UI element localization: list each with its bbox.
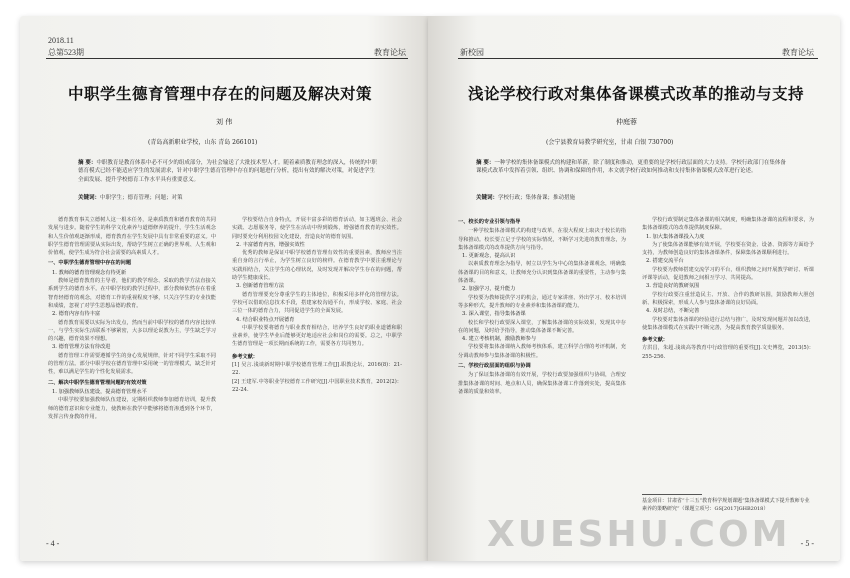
keywords-text: 中职学生；德育管理；问题；对策 [100,195,183,201]
magazine-spread [20,16,840,568]
section-heading: 一、校长的专业引领与指导 [458,219,521,225]
body-paragraph: 学校要为教师搭建交流学习的平台，组织教师之间开展教学研讨、听课评课等活动，促进教师之间相互学习、共同提高。 [642,266,814,282]
header-section: 教育论坛 [374,48,406,57]
subsection-heading: 2. 丰富德育内容，增强实效性 [236,241,305,248]
subsection-heading: 2. 德育内容有待丰富 [52,311,101,318]
subsection-heading: 4. 结合职业特点开展德育 [236,316,295,323]
body-paragraph: 一种学校集体备课模式的构建与改革，在很大程度上取决于校长的指导和推动。校长要立足于学校的实际情况，不断学习先进的教育理念，为集体备课模式的改革提供方向与指导。 [458,228,626,251]
left-page [20,16,428,561]
header-left: 新校园 [460,48,484,57]
abstract [476,159,790,176]
subsection-heading: 3. 德育管理方法有待改进 [52,344,111,351]
abstract [78,159,378,184]
section-heading: 一、中职学生德育管理中存在的问题 [48,260,132,267]
subsection-heading: 1. 加大集体备课投入力度 [646,233,705,240]
body-paragraph: 德育管理工作需要遵循学生的身心发展规律，针对不同学生采取不同的管理方法。部分中职学校在德育管理中采用统一的管理模式，缺乏针对性，难以满足学生的个性化发展需求。 [48,352,216,376]
abstract-text: 中职教育是教育体系中必不可少的组成部分，为社会输送了大批技术型人才。随着素质教育理念的深入，传统的中职德育模式已经不能适应学生的发展需求，针对中职学生德育管理中存在的问题进行分析，提出有效的解决对策，对促进学生全面发展、提升学校德育工作水平具有重要意义。 [78,160,377,183]
footnote-rule [642,494,702,495]
body-paragraph: 以素质教育理念为指导，树立以学生为中心的集体备课观念，明确集体备课的目的和意义，让教师充分认识到集体备课的重要性，主动参与集体备课。 [458,261,626,285]
keywords-label: 关键词： [476,195,499,201]
section-heading: 二、学校行政层面的组织与协调 [458,363,531,370]
article-affiliation: (会宁县教育局教学研究室，甘肃 白银 730700) [546,139,674,146]
article-title: 中职学生德育管理中存在的问题及解决对策 [68,84,373,103]
abstract-label: 摘 要： [476,160,495,166]
reference-item: 方洪昌，朱超.浅谈高等教育中行政管理的重要性[J].文史博览，2013(5)：255-256. [642,345,814,360]
body-paragraph: 优秀的教师是保证中职学校德育管理有效性的重要因素，教师应当注重自身的言行举止，为学生树立良好的榜样。在德育教学中要注重理论与实践相结合，关注学生的心理状况，及时发现并解决学生存在的问题，帮助学生健康成长。 [232,250,402,282]
body-paragraph: 中职学校要将德育与职业教育相结合，培养学生良好的职业道德和职业素养，使学生毕业后能够更好地适应社会和岗位的需要。总之，中职学生德育管理是一项长期而系统的工作，需要各方共同努力。 [232,324,402,348]
body-paragraph: 校长和学校行政要深入课堂，了解集体备课的实际效果，发现其中存在的问题，及时给予指导，推动集体备课不断完善。 [458,319,626,334]
keywords [78,194,378,202]
subsection-heading: 3. 创新德育管理方法 [236,283,285,290]
abstract-label: 摘 要： [78,160,97,166]
header-issue: 总第523期 [48,48,84,57]
body-paragraph: 学校要为教师提供学习的机会，通过专家讲座、外出学习、校本培训等多种形式，提升教师的专业素养和集体备课的能力。 [458,294,626,309]
keywords-label: 关键词： [78,195,101,201]
header-rule [46,58,408,59]
footnote: 基金项目：甘肃省“十三五”教育科学规划课题“集体备课模式下提升教师专业素养的策略研究”（课题立项号：GS[2017]GHB2018） [642,498,810,512]
subsection-heading: 3. 营造良好的教研氛围 [646,283,700,290]
references-heading: 参考文献： [232,353,258,360]
subsection-heading: 4. 及时总结，不断完善 [646,308,700,315]
page-number-left: - 4 - [46,539,60,548]
keywords-text: 学校行政；集体备课；推动措施 [498,195,576,201]
body-paragraph: 教师是德育教育的主导者，他们的教学理念、采取的教学方法直接关系到学生的德育水平。在中职学校的教学过程中，部分教师依然存在着重智育轻德育的观念，对德育工作的重视程度不够，只关注学生的专业技能和成绩，忽视了对学生思想品德的教育。 [48,278,216,309]
subsection-heading: 4. 建立考核机制，激励教师参与 [462,336,537,343]
right-column-2 [642,216,814,488]
right-column-1 [458,216,626,531]
reference-item: [1] 吴言.浅谈新时期中职学校德育管理工作[J].职教论坛，2016(8)：21-22. [232,362,402,377]
body-paragraph: 为了使集体备课能够有效开展，学校要在资金、设备、资源等方面给予支持，为教师创造良好的集体备课条件，保障集体备课顺利进行。 [642,241,814,257]
article-author: 仲庭蓉 [616,118,637,126]
body-paragraph: 德育管理要充分尊重学生的主体地位，积极采用多样化的管理方法。学校可以借助信息技术手段，搭建家校沟通平台，形成学校、家庭、社会三位一体的德育合力，共同促进学生的全面发展。 [232,291,402,315]
header-date: 2018.11 [48,36,74,45]
article-title: 浅论学校行政对集体备课模式改革的推动与支持 [468,84,805,103]
watermark-text: XUESHU.COM [487,514,791,555]
section-heading: 二、解决中职学生德育管理问题的有效对策 [48,379,147,386]
keywords [476,194,790,202]
body-paragraph: 学校要结合自身特点，开展丰富多彩的德育活动，如主题班会、社会实践、志愿服务等，使学生在活动中得到锻炼，增强德育教育的实效性。同时要充分利用校园文化建设，营造良好的德育氛围。 [232,217,402,240]
left-column-1 [48,216,216,531]
subsection-heading: 1. 更新观念，提高认识 [462,253,516,260]
reference-item: [2] 王建军.中等职业学校德育工作研究[J].中国职业技术教育，2012(2)：22-24. [232,378,402,393]
header-section: 教育论坛 [782,48,814,57]
subsection-heading: 1. 教师的德育管理观念有待更新 [52,269,127,276]
body-paragraph: 德育教育事关立德树人这一根本任务，是素质教育和德育教育的共同发展与进步。随着学生的科学文化素养与道德修养的提升，学生生活观念和人生价值观逐渐形成，德育教育在学生发展中具有非常重要的意义。中职学生德育管理需要从实际出发，帮助学生树立正确的世界观、人生观和价值观，使学生成为符合社会需要的高素质人才。 [48,217,216,257]
body-paragraph: 学校行政要注重营造民主、开放、合作的教研氛围，鼓励教师大胆创新、积极探索，形成人人参与集体备课的良好局面。 [642,291,814,306]
subsection-heading: 1. 加强教师队伍建设，提高德育管理水平 [52,388,147,395]
article-affiliation: (青岛高新职业学校，山东 青岛 266101) [148,139,258,146]
body-paragraph: 为了保证集体备课的有效开展，学校行政要加强组织与协调，合理安排集体备课的时间、地点和人员，确保集体备课工作落到实处，提高集体备课的质量和效率。 [458,372,626,395]
references-heading: 参考文献： [642,337,668,344]
body-paragraph: 学校要对集体备课的经验进行总结与推广，及时发现问题并加以改进，使集体备课模式在实践中不断完善，为提高教育教学质量服务。 [642,316,814,331]
subsection-heading: 2. 搭建交流平台 [646,258,684,265]
body-paragraph: 学校要将集体备课纳入教师考核体系，建立科学合理的考评机制，充分调动教师参与集体备课的积极性。 [458,344,626,359]
abstract-text: 一种学校的集体备课模式的构建和革新，除了制度和推动，更重要的是学校行政层面的大力支持。学校行政部门在集体备课模式改革中发挥着引领、组织、协调和保障的作用，本文就学校行政如何推动和支持集体备课模式改革进行论述。 [476,160,786,175]
page-number-right: - 5 - [800,539,814,548]
subsection-heading: 3. 深入课堂，指导集体备课 [462,311,526,318]
body-paragraph: 德育教育需要以实际为出发点，然而当前中职学校的德育内容比较单一，与学生实际生活联系不够紧密，大多以理论说教为主，学生缺乏学习的兴趣，德育效果不理想。 [48,319,216,343]
header-rule [458,58,818,59]
left-column-2 [232,216,402,531]
right-page [428,16,840,561]
article-author: 刘 伟 [216,118,233,126]
body-paragraph: 中职学校要加强教师队伍建设，定期组织教师参加德育培训，提升教师的德育意识和专业能力，使教师在教学中能够将德育渗透到各个环节，发挥言传身教的作用。 [48,397,216,420]
body-paragraph: 学校行政要制定集体备课的相关制度，明确集体备课的流程和要求，为集体备课模式的改革提供制度保障。 [642,217,814,232]
subsection-heading: 2. 加强学习，提升能力 [462,286,516,293]
